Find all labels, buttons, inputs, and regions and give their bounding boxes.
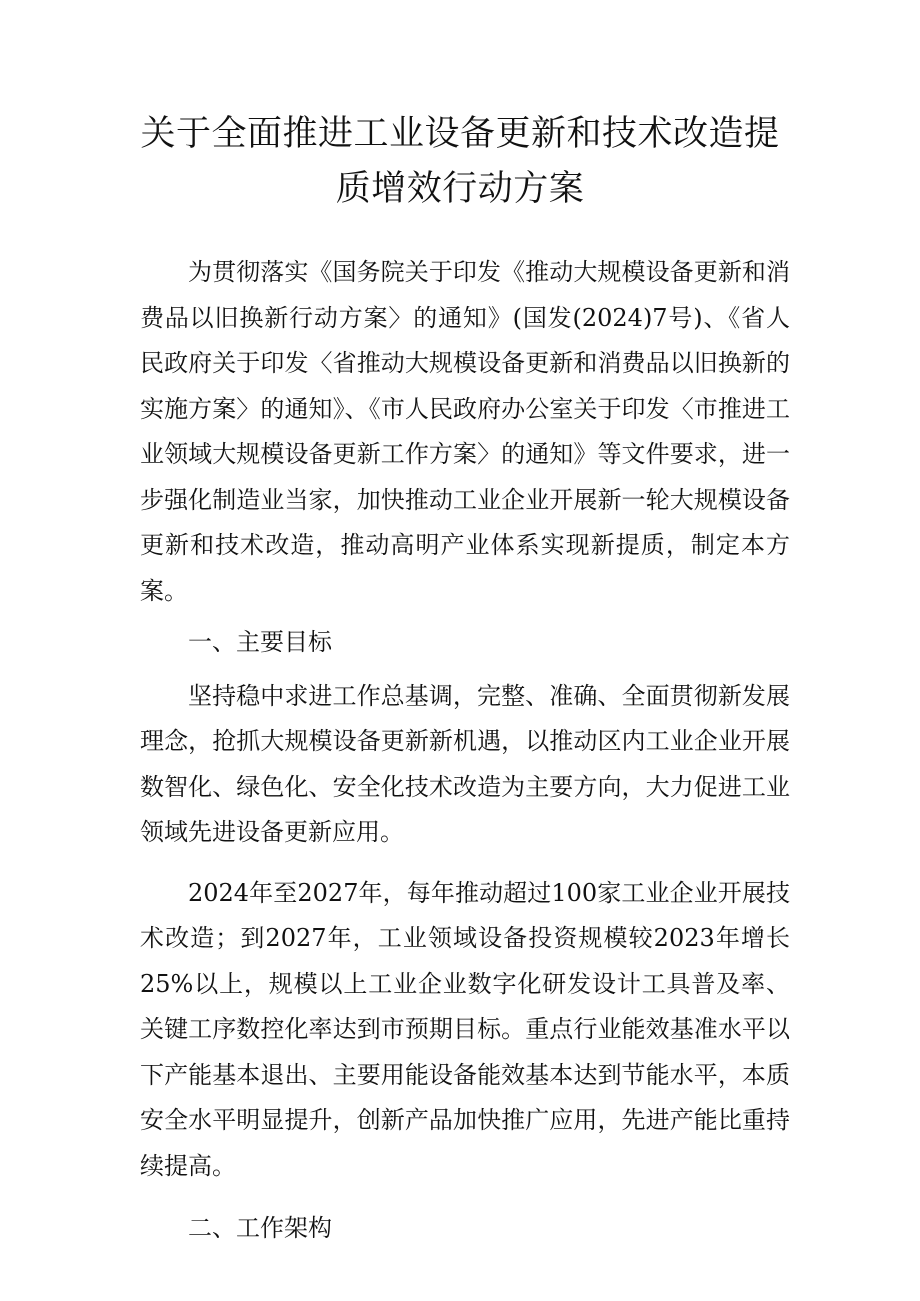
intro-paragraph: 为贯彻落实《国务院关于印发《推动大规模设备更新和消费品以旧换新行动方案〉的通知》(国发(2024)7号)、《省人民政府关于印发〈省推动大规模设备更新和消费品以旧换新的实施方案〉的通知》、《市人民政府办公室关于印发〈市推进工业领域大规模设备更新工作方案〉的通知》等文件要求，进一步强化制造业当家，加快推动工业企业开展新一轮大规模设备更新和技术改造，推动高明产业体系实现新提质，制定本方案。 <box>140 258 790 605</box>
section-heading-work-structure: 二、工作架构 <box>188 1214 332 1242</box>
section-heading-main-goals: 一、主要目标 <box>188 628 332 656</box>
title-line-2: 质增效行动方案 <box>335 169 585 209</box>
title-line-1: 关于全面推进工业设备更新和技术改造提 <box>140 114 780 154</box>
goals-paragraph: 坚持稳中求进工作总基调，完整、准确、全面贯彻新发展理念，抢抓大规模设备更新新机遇，以推动区内工业企业开展数智化、绿色化、安全化技术改造为主要方向，大力促进工业领域先进设备更新应用。 <box>140 681 790 846</box>
targets-paragraph: 2024年至2027年，每年推动超过100家工业企业开展技术改造；到2027年，工业领域设备投资规模较2023年增长25%以上，规模以上工业企业数字化研发设计工具普及率、关键工序数控化率达到市预期目标。重点行业能效基准水平以下产能基本退出、主要用能设备能效基本达到节能水平，本质安全水平明显提升，创新产品加快推广应用，先进产能比重持续提高。 <box>140 878 790 1180</box>
document-body <box>140 250 790 1265</box>
document-title <box>140 107 780 217</box>
